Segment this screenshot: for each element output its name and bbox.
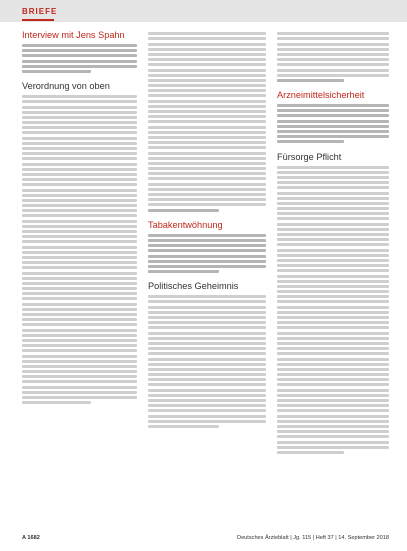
- letter-title: Arzneimittelsicherheit: [277, 90, 365, 101]
- letter-subheading: Politisches Geheimnis: [148, 281, 239, 292]
- letter-body: [277, 32, 389, 82]
- letter-intro: [277, 104, 389, 143]
- page-footer: [22, 535, 389, 545]
- letter-subheading: Verordnung von oben: [22, 81, 110, 92]
- page-number: A 1682: [22, 535, 40, 541]
- page-header: [0, 0, 407, 22]
- letter-body: [148, 295, 266, 428]
- letter-title: Interview mit Jens Spahn: [22, 30, 125, 40]
- letter-title: Tabakentwöhnung: [148, 219, 223, 230]
- kicker-underline: [22, 19, 54, 21]
- section-kicker: BRIEFE: [22, 7, 58, 16]
- column-2: [148, 30, 266, 525]
- letter-intro: [22, 44, 137, 73]
- column-1: [22, 30, 137, 525]
- letter-body: [277, 166, 389, 454]
- letter-body: [22, 95, 137, 404]
- journal-citation: Deutsches Ärzteblatt | Jg. 115 | Heft 37 | 14. September 2018: [237, 535, 389, 541]
- letter-body: [148, 32, 266, 211]
- letter-subheading: Fürsorge Pflicht: [277, 151, 342, 162]
- column-3: [277, 30, 389, 525]
- letter-intro: [148, 234, 266, 273]
